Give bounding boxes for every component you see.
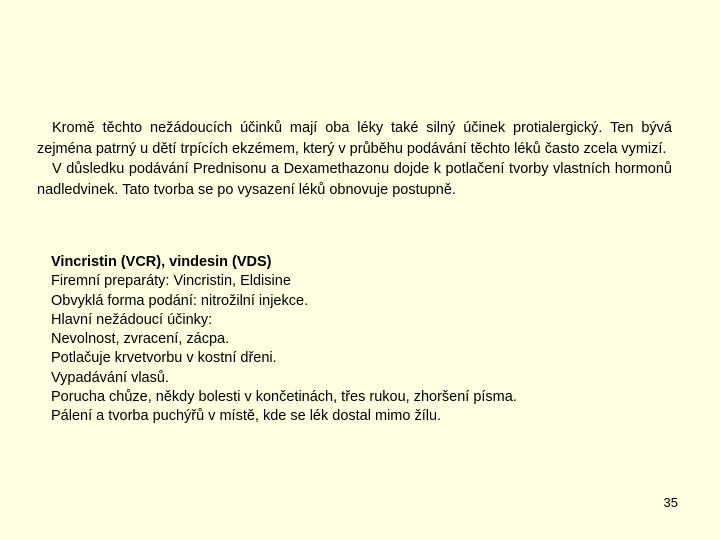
drug-info-line: Nevolnost, zvracení, zácpa. <box>51 331 230 348</box>
drug-section <box>51 253 651 427</box>
intro-paragraph <box>37 159 672 200</box>
drug-title: Vincristin (VCR), vindesin (VDS) <box>51 254 272 270</box>
drug-info-line: Pálení a tvorba puchýřů v místě, kde se lék dostal mimo žílu. <box>51 408 442 425</box>
drug-info-line: Porucha chůze, někdy bolesti v končetinách, třes rukou, zhoršení písma. <box>51 389 517 406</box>
drug-info-line: Obvyklá forma podání: nitrožilní injekce. <box>51 292 309 309</box>
drug-info-line: Hlavní nežádoucí účinky: <box>51 311 213 328</box>
intro-paragraph-text: V důsledku podávání Prednisonu a Dexamethazonu dojde k potlačení tvorby vlastních hormonů nadledvinek. Tato tvorba se po vysazení léků obnovuje postupně. <box>37 161 672 198</box>
drug-info-line: Vypadávání vlasů. <box>51 369 169 386</box>
drug-info-line: Potlačuje krvetvorbu v kostní dřeni. <box>51 350 277 367</box>
intro-paragraph-text: Kromě těchto nežádoucích účinků mají oba léky také silný účinek protialergický. Ten bývá zejména patrný u dětí trpících ekzémem, který v průběhu podávání těchto léků často zcela vymizí. <box>37 120 672 157</box>
page-number: 35 <box>663 495 678 510</box>
intro-text <box>37 118 672 200</box>
intro-paragraph <box>37 118 672 159</box>
drug-info-line: Firemní preparáty: Vincristin, Eldisine <box>51 273 291 290</box>
